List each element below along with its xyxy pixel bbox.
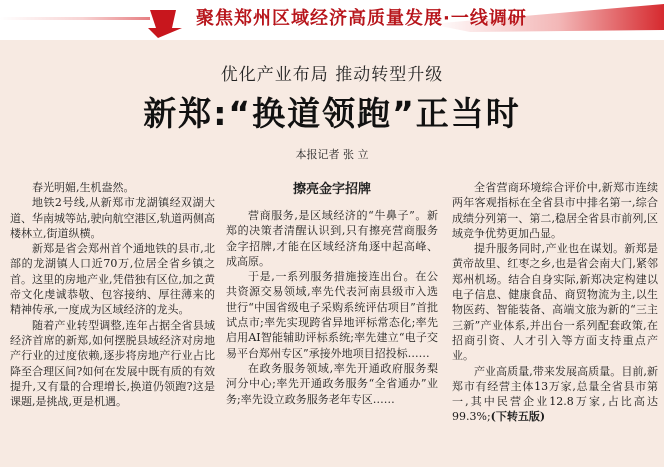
paragraph-text: 产业高质量,带来发展高质量。目前,新郑市有经营主体13万家,总量全省县市第一,其中民营企业12.8万家,占比高达99.3%; [452,364,658,424]
paragraph: 全省营商环境综合评价中,新郑市连续两年客观指标在全省县市中排名第一,综合成绩分列第一、第二,稳居全省县市前列,区域竞争优势更加凸显。 [452,181,658,240]
article-headline: 新郑:“换道领跑”正当时 [143,94,521,133]
paragraph [452,364,658,425]
article-byline: 本报记者 张 立 [295,148,369,161]
paragraph: 地铁2号线,从新郑市龙湖镇经双湖大道、华南城等站,驶向航空港区,轨道两侧高楼林立,街道纵横。 [10,196,215,240]
section-subhead: 擦亮金字招牌 [292,182,371,197]
paragraph: 在政务服务领域,率先开通政府服务梨河分中心;率先开通政务服务“全省通办”业务;率先设立政务服务老年专区…… [226,361,438,406]
column-3 [452,180,658,425]
banner [0,0,664,40]
paragraph: 新郑是省会郑州首个通地铁的县市,北部的龙湖镇人口近70万,位居全省乡镇之首。这里的房地产业,凭借独有区位,加之黄帝文化虔诚恭敬、包容接纳、厚往薄来的精神传承,一度成为区域经济的龙头。 [10,242,215,317]
paragraph: 营商服务,是区域经济的“牛鼻子”。新郑的决策者清醒认识到,只有擦亮营商服务金字招牌,才能在区域经济角逐中起高峰、成高原。 [226,209,438,268]
paragraph: 春光明媚,生机盎然。 [32,181,135,194]
banner-title: 聚焦郑州区域经济高质量发展·一线调研 [196,8,527,29]
paragraph: 随着产业转型调整,连年占据全省县域经济首席的新郑,如何摆脱县域经济对房地产行业的过度依赖,逐步将房地产行业占比降至合理区间?如何在发展中既有质的有效提升,又有量的合理增长,换道仍领跑?这是课题,是挑战,更是机遇。 [10,318,215,409]
column-1 [10,180,215,409]
paragraph: 提升服务同时,产业也在谋划。新郑是黄帝故里、红枣之乡,也是省会南大门,紧邻郑州机场。结合自身实际,新郑决定构建以电子信息、健康食品、商贸物流为主,以生物医药、智能装备、高端文旅为新的“三主三新”产业体系,并出台一系列配套政策,在招商引资、人才引入等方面支持重点产业。 [452,242,658,363]
continued-note: (下转五版) [490,410,546,424]
column-2 [226,180,438,407]
article-kicker: 优化产业布局 推动转型升级 [220,65,444,85]
paragraph: 于是,一系列服务措施接连出台。在公共资源交易领域,率先代表河南县级市入选世行“中国省级电子采购系统评估项目”首批试点市;率先实现跨省异地评标常态化;率先启用AI智能辅助评标系统;率先建立“电子交易平台郑州专区”承接外地项目招投标…… [226,270,438,360]
